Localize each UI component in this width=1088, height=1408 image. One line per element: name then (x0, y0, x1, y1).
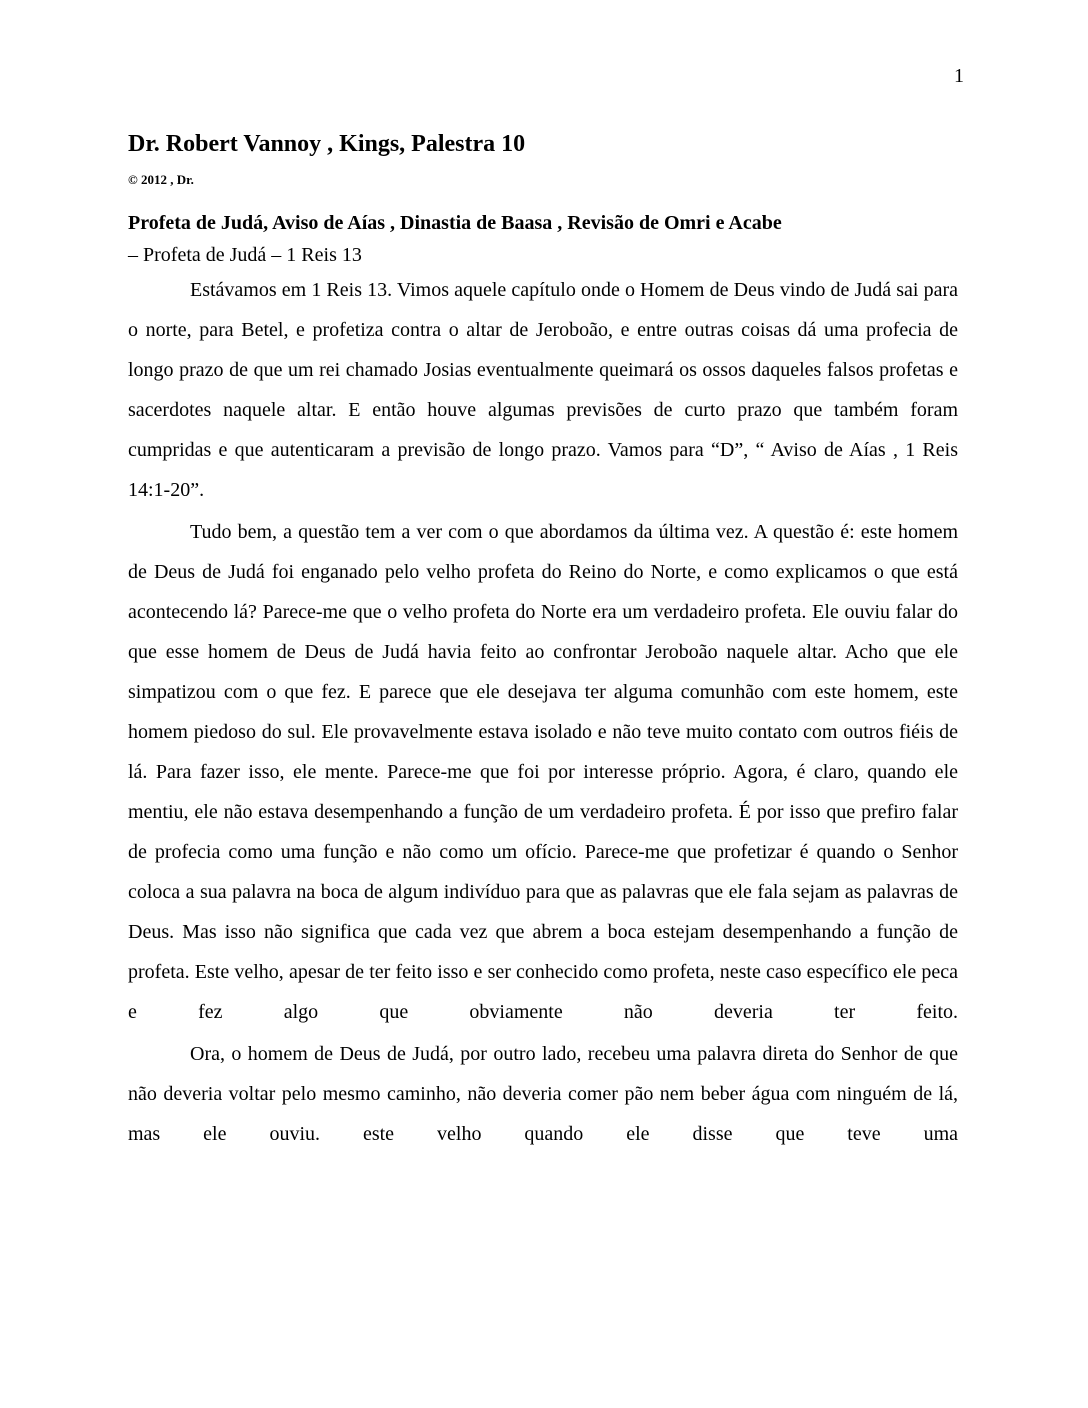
paragraph: Ora, o homem de Deus de Judá, por outro lado, recebeu uma palavra direta do Senhor de que não deveria voltar pelo mesmo caminho, não deveria comer pão nem beber água com ninguém de lá, mas ele ouviu. este velho quando ele disse que teve uma (128, 1043, 958, 1145)
copyright-line: © 2012 , Dr. (128, 172, 194, 187)
paragraph: Tudo bem, a questão tem a ver com o que abordamos da última vez. A questão é: este homem de Deus de Judá foi enganado pelo velho profeta do Reino do Norte, e como explicamos o que está acontecendo lá? Parece-me que o velho profeta do Norte era um verdadeiro profeta. Ele ouviu falar do que esse homem de Deus de Judá havia feito ao confrontar Jeroboão naquele altar. Acho que ele simpatizou com o que fez. E parece que ele desejava ter alguma comunhão com este homem, este homem piedoso do sul. Ele provavelmente estava isolado e não teve muito contato com outros fiéis de lá. Para fazer isso, ele mente. Parece-me que foi por interesse próprio. Agora, é claro, quando ele mentiu, ele não estava desempenhando a função de um verdadeiro profeta. É por isso que prefiro falar de profecia como uma função e não como um ofício. Parece-me que profetizar é quando o Senhor coloca a sua palavra na boca de algum indivíduo para que as palavras que ele fala sejam as palavras de Deus. Mas isso não significa que cada vez que abrem a boca estejam desempenhando a função de profeta. Este velho, apesar de ter feito isso e ser conhecido como profeta, neste caso específico ele peca e fez algo que obviamente não deveria ter feito. (128, 521, 958, 1023)
document-body (128, 124, 958, 1154)
page-number: 1 (954, 65, 964, 87)
section-heading: Profeta de Judá, Aviso de Aías , Dinastia de Baasa , Revisão de Omri e Acabe (128, 212, 782, 234)
paragraph: Estávamos em 1 Reis 13. Vimos aquele capítulo onde o Homem de Deus vindo de Judá sai para o norte, para Betel, e profetiza contra o altar de Jeroboão, e entre outras coisas dá uma profecia de longo prazo de que um rei chamado Josias eventualmente queimará os ossos daqueles falsos profetas e sacerdotes naquele altar. E então houve algumas previsões de curto prazo que também foram cumpridas e que autenticaram a previsão de longo prazo. Vamos para “D”, “ Aviso de Aías , 1 Reis 14:1-20”. (128, 279, 958, 501)
document-title: Dr. Robert Vannoy , Kings, Palestra 10 (128, 131, 526, 157)
section-subheading: – Profeta de Judá – 1 Reis 13 (128, 244, 362, 266)
